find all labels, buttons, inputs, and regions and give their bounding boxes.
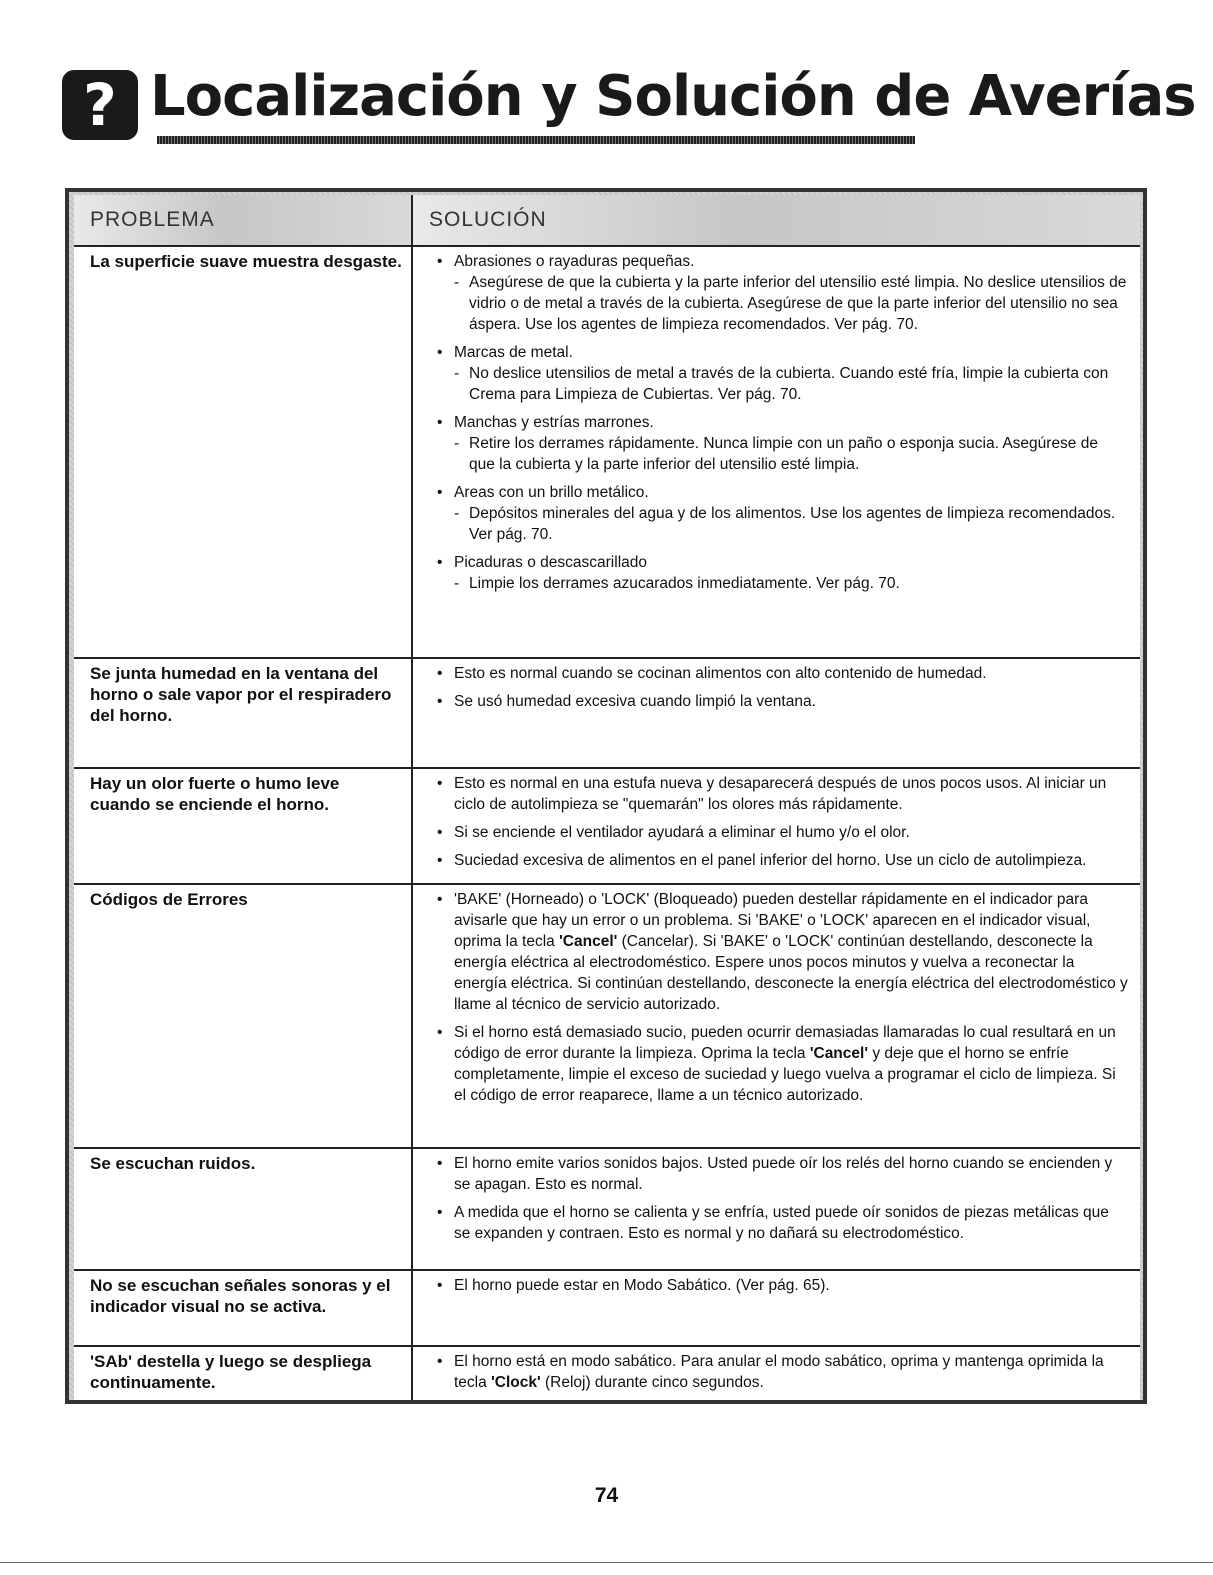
table-row (74, 658, 1140, 768)
solution-item: • 'BAKE' (Horneado) o 'LOCK' (Bloqueado) pueden destellar rápidamente en el indicador para avisarle que hay un error o un problema. Si 'BAKE' o 'LOCK' aparecen en el indicador visual, oprima la tecla 'Cancel' (Cancelar). Si 'BAKE' o 'LOCK' continúan destellando, desconecte la energía eléctrica al electrodoméstico. Espere unos pocos minutos y vuelva a reconectar la energía eléctrica. Si continúan destellando, desconecte la energía eléctrica del electrodoméstico y llame al técnico de servicio autorizado. (437, 889, 1128, 1015)
problem-cell: Hay un olor fuerte o humo leve cuando se enciende el horno. (74, 768, 412, 884)
solution-item: • Abrasiones o rayaduras pequeñas. - Asegúrese de que la cubierta y la parte inferior del utensilio esté limpia. No deslice utensilios de vidrio o de metal a través de la cubierta. Asegúrese de que la parte inferior del utensilio no sea áspera. Use los agentes de limpieza recomendados. Ver pág. 70. (437, 251, 1128, 335)
table-row (74, 1346, 1140, 1400)
problem-cell: Códigos de Errores (74, 884, 412, 1148)
table-header-row (74, 195, 1140, 246)
solution-item: • Si el horno está demasiado sucio, pueden ocurrir demasiadas llamaradas lo cual resultará en un código de error durante la limpieza. Oprima la tecla 'Cancel' y deje que el horno se enfríe completamente, limpie el exceso de suciedad y luego vuelva a programar el ciclo de limpieza. Si el código de error reaparece, llame a un técnico autorizado. (437, 1022, 1128, 1106)
solution-item: • El horno puede estar en Modo Sabático. (Ver pág. 65). (437, 1275, 1128, 1296)
table-row (74, 768, 1140, 884)
solution-item: • Esto es normal cuando se cocinan alimentos con alto contenido de humedad. (437, 663, 1128, 684)
question-mark-icon: ? (62, 70, 138, 140)
table-row (74, 246, 1140, 658)
problem-cell: 'SAb' destella y luego se despliega continuamente. (74, 1346, 412, 1400)
solution-item: • Manchas y estrías marrones. - Retire los derrames rápidamente. Nunca limpie con un paño o esponja sucia. Asegúrese de que la cubierta y la parte inferior del utensilio esté limpia. (437, 412, 1128, 475)
problem-cell: Se escuchan ruidos. (74, 1148, 412, 1270)
table-row (74, 1270, 1140, 1346)
footer-rule (0, 1562, 1213, 1563)
solution-item: • Areas con un brillo metálico. - Depósitos minerales del agua y de los alimentos. Use los agentes de limpieza recomendados. Ver pág. 70. (437, 482, 1128, 545)
clock-key-label: 'Clock' (491, 1374, 541, 1391)
problem-cell: No se escuchan señales sonoras y el indicador visual no se activa. (74, 1270, 412, 1346)
solution-cell (412, 246, 1140, 658)
solution-cell (412, 768, 1140, 884)
page-title: Localización y Solución de Averías (150, 64, 1196, 129)
table-row (74, 884, 1140, 1148)
solution-cell (412, 1270, 1140, 1346)
solution-cell (412, 658, 1140, 768)
solution-item: • Se usó humedad excesiva cuando limpió la ventana. (437, 691, 1128, 712)
solution-item: • Picaduras o descascarillado - Limpie los derrames azucarados inmediatamente. Ver pág. 70. (437, 552, 1128, 594)
column-header-solution: SOLUCIÓN (412, 195, 1140, 246)
solution-cell (412, 1346, 1140, 1400)
solution-item: • Suciedad excesiva de alimentos en el panel inferior del horno. Use un ciclo de autolimpieza. (437, 850, 1128, 871)
page-number: 74 (594, 1484, 619, 1507)
solution-cell (412, 1148, 1140, 1270)
solution-item: • Si se enciende el ventilador ayudará a eliminar el humo y/o el olor. (437, 822, 1128, 843)
solution-item: • A medida que el horno se calienta y se enfría, usted puede oír sonidos de piezas metálicas que se expanden y contraen. Esto es normal y no dañará su electrodoméstico. (437, 1202, 1128, 1244)
troubleshooting-table-frame (65, 188, 1147, 1404)
solution-item: • El horno emite varios sonidos bajos. Usted puede oír los relés del horno cuando se encienden y se apagan. Esto es normal. (437, 1153, 1128, 1195)
table-row (74, 1148, 1140, 1270)
solution-item: • Esto es normal en una estufa nueva y desaparecerá después de unos pocos usos. Al iniciar un ciclo de autolimpieza se "quemarán" los olores más rápidamente. (437, 773, 1128, 815)
problem-cell: Se junta humedad en la ventana del horno o sale vapor por el respiradero del horno. (74, 658, 412, 768)
solution-item: • El horno está en modo sabático. Para anular el modo sabático, oprima y mantenga oprimida la tecla 'Clock' (Reloj) durante cinco segundos. (437, 1351, 1128, 1393)
cancel-key-label: 'Cancel' (559, 933, 618, 950)
problem-cell: La superficie suave muestra desgaste. (74, 246, 412, 658)
title-underline (157, 136, 915, 144)
page-header (62, 50, 1196, 150)
cancel-key-label: 'Cancel' (809, 1045, 869, 1062)
column-header-problem: PROBLEMA (74, 195, 412, 246)
solution-cell (412, 884, 1140, 1148)
troubleshooting-table (74, 195, 1140, 1400)
solution-item: • Marcas de metal. - No deslice utensilios de metal a través de la cubierta. Cuando esté fría, limpie la cubierta con Crema para Limpieza de Cubiertas. Ver pág. 70. (437, 342, 1128, 405)
